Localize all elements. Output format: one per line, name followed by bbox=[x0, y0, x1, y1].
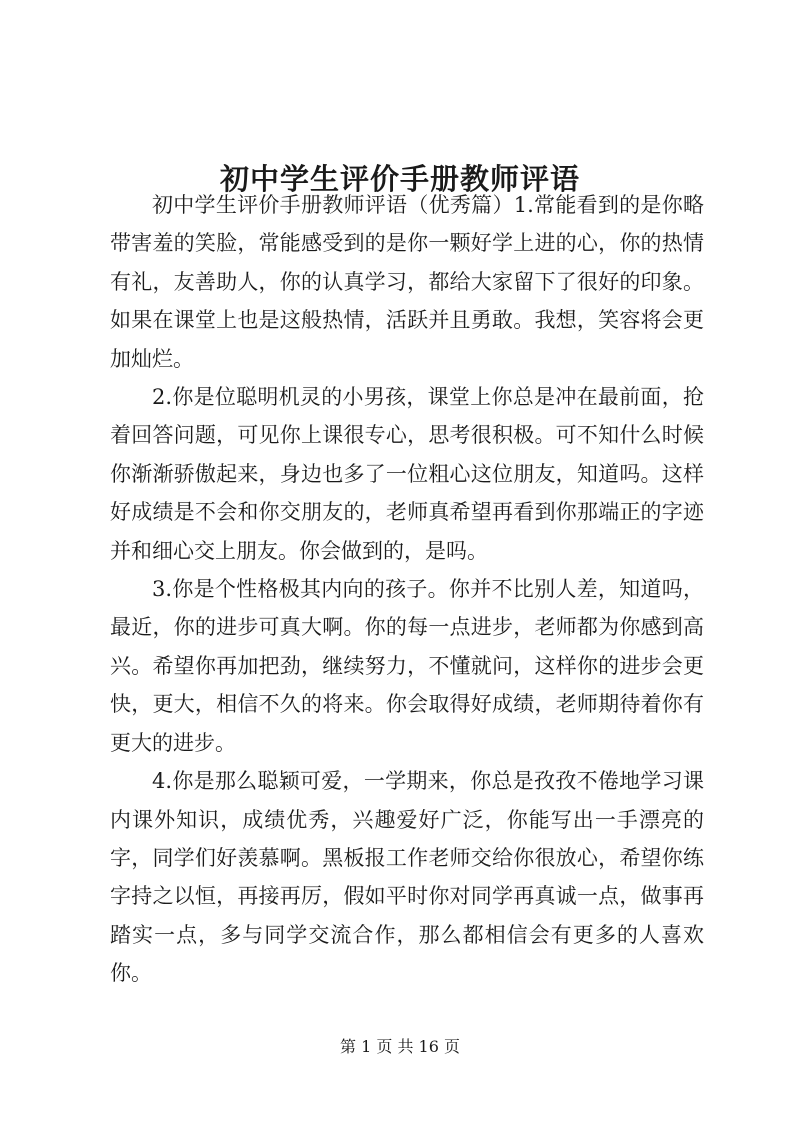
page-number-footer: 第 1 页 共 16 页 bbox=[340, 1037, 460, 1056]
document-title: 初中学生评价手册教师评语 bbox=[219, 162, 580, 197]
paragraph-4: 4.你是那么聪颖可爱，一学期来，你总是孜孜不倦地学习课内课外知识，成绩优秀，兴趣爱好广泛，你能写出一手漂亮的字，同学们好羡慕啊。黑板报工作老师交给你很放心，希望你练字持之以恒，再接再厉，假如平时你对同学再真诚一点，做事再踏实一点，多与同学交流合作，那么都相信会有更多的人喜欢你。 bbox=[110, 769, 704, 986]
paragraph-1: 初中学生评价手册教师评语（优秀篇）1.常能看到的是你略带害羞的笑脸，常能感受到的是你一颗好学上进的心，你的热情有礼，友善助人，你的认真学习，都给大家留下了很好的印象。如果在课堂上也是这般热情，活跃并且勇敢。我想，笑容将会更加灿烂。 bbox=[110, 193, 704, 371]
paragraph-3: 3.你是个性格极其内向的孩子。你并不比别人差，知道吗，最近，你的进步可真大啊。你的每一点进步，老师都为你感到高兴。希望你再加把劲，继续努力，不懂就问，这样你的进步会更快，更大，相信不久的将来。你会取得好成绩，老师期待着你有更大的进步。 bbox=[110, 577, 704, 755]
document-body bbox=[110, 186, 704, 993]
paragraph-2: 2.你是位聪明机灵的小男孩，课堂上你总是冲在最前面，抢着回答问题，可见你上课很专心，思考很积极。可不知什么时候你渐渐骄傲起来，身边也多了一位粗心这位朋友，知道吗。这样好成绩是不会和你交朋友的，老师真希望再看到你那端正的字迹并和细心交上朋友。你会做到的，是吗。 bbox=[110, 385, 704, 563]
